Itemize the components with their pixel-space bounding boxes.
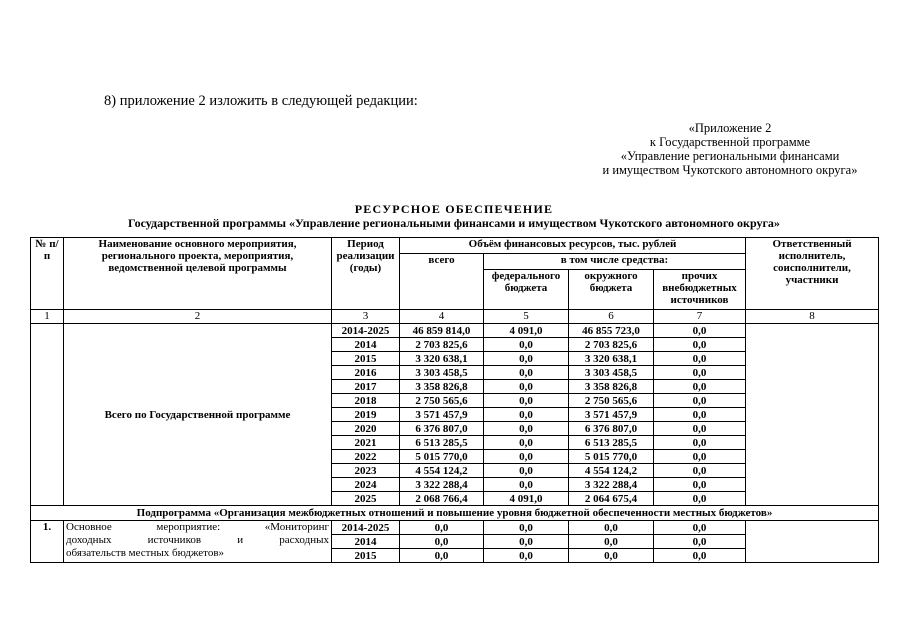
period-cell: 2025 [332, 492, 400, 506]
total-cell: 3 320 638,1 [400, 352, 484, 366]
total-cell: 6 376 807,0 [400, 422, 484, 436]
period-cell: 2020 [332, 422, 400, 436]
column-number: 5 [484, 310, 569, 324]
total-cell: 6 513 285,5 [400, 436, 484, 450]
period-cell: 2017 [332, 380, 400, 394]
header-responsible: Ответственный исполнитель, соисполнители, участники [746, 238, 879, 310]
other-cell: 0,0 [654, 450, 746, 464]
other-cell: 0,0 [654, 436, 746, 450]
other-cell: 0,0 [654, 324, 746, 338]
period-cell: 2021 [332, 436, 400, 450]
other-cell: 0,0 [654, 352, 746, 366]
federal-cell: 0,0 [484, 394, 569, 408]
federal-cell: 0,0 [484, 450, 569, 464]
period-cell: 2024 [332, 478, 400, 492]
other-cell: 0,0 [654, 338, 746, 352]
column-number: 7 [654, 310, 746, 324]
other-cell: 0,0 [654, 408, 746, 422]
responsible-cell [746, 521, 879, 563]
appendix-line: к Государственной программе [649, 135, 811, 149]
total-cell: 2 703 825,6 [400, 338, 484, 352]
district-cell: 0,0 [569, 549, 654, 563]
other-cell: 0,0 [654, 478, 746, 492]
federal-cell: 0,0 [484, 549, 569, 563]
district-cell: 3 320 638,1 [569, 352, 654, 366]
document-title: РЕСУРСНОЕ ОБЕСПЕЧЕНИЕ [354, 202, 554, 216]
column-number: 2 [64, 310, 332, 324]
federal-cell: 0,0 [484, 422, 569, 436]
total-cell: 3 322 288,4 [400, 478, 484, 492]
period-cell: 2022 [332, 450, 400, 464]
total-cell: 3 358 826,8 [400, 380, 484, 394]
appendix-line: «Приложение 2 [688, 121, 772, 135]
period-cell: 2014 [332, 338, 400, 352]
federal-cell: 0,0 [484, 478, 569, 492]
period-cell: 2023 [332, 464, 400, 478]
document-subtitle: Государственной программы «Управление региональными финансами и имуществом Чукотского автономного округа» [128, 216, 780, 230]
period-cell: 2018 [332, 394, 400, 408]
intro-text: 8) приложение 2 изложить в следующей редакции: [104, 93, 418, 109]
other-cell: 0,0 [654, 521, 746, 535]
resource-table [30, 237, 879, 563]
activity-name [64, 521, 332, 563]
district-cell: 3 322 288,4 [569, 478, 654, 492]
other-cell: 0,0 [654, 492, 746, 506]
column-number: 3 [332, 310, 400, 324]
period-cell: 2014 [332, 535, 400, 549]
district-cell: 3 358 826,8 [569, 380, 654, 394]
total-cell: 0,0 [400, 549, 484, 563]
federal-cell: 0,0 [484, 380, 569, 394]
column-number: 4 [400, 310, 484, 324]
other-cell: 0,0 [654, 549, 746, 563]
district-cell: 2 750 565,6 [569, 394, 654, 408]
column-number: 8 [746, 310, 879, 324]
header-district: окружного бюджета [569, 270, 654, 310]
header-num: № п/п [31, 238, 64, 310]
header-period: Период реализации (годы) [332, 238, 400, 310]
district-cell: 5 015 770,0 [569, 450, 654, 464]
total-cell: 4 554 124,2 [400, 464, 484, 478]
total-label: Всего по Государственной программе [64, 324, 332, 506]
period-cell: 2014-2025 [332, 521, 400, 535]
other-cell: 0,0 [654, 394, 746, 408]
period-cell: 2019 [332, 408, 400, 422]
federal-cell: 0,0 [484, 408, 569, 422]
district-cell: 2 064 675,4 [569, 492, 654, 506]
federal-cell: 4 091,0 [484, 492, 569, 506]
header-other: прочих внебюджетных источников [654, 270, 746, 310]
federal-cell: 0,0 [484, 338, 569, 352]
other-cell: 0,0 [654, 380, 746, 394]
appendix-line: и имуществом Чукотского автономного округа» [602, 163, 858, 177]
period-cell: 2014-2025 [332, 324, 400, 338]
district-cell: 6 376 807,0 [569, 422, 654, 436]
total-cell: 5 015 770,0 [400, 450, 484, 464]
total-cell: 3 303 458,5 [400, 366, 484, 380]
activity-name-line: Основное мероприятие: «Мониторинг [66, 521, 329, 533]
responsible-cell [746, 324, 879, 506]
column-number: 1 [31, 310, 64, 324]
activity-name-line: обязательств местных бюджетов» [66, 547, 225, 559]
total-num-cell [31, 324, 64, 506]
district-cell: 3 571 457,9 [569, 408, 654, 422]
header-total: всего [400, 254, 484, 310]
other-cell: 0,0 [654, 535, 746, 549]
federal-cell: 0,0 [484, 436, 569, 450]
district-cell: 4 554 124,2 [569, 464, 654, 478]
subprogram-row [31, 506, 879, 521]
district-cell: 46 855 723,0 [569, 324, 654, 338]
period-cell: 2015 [332, 549, 400, 563]
federal-cell: 0,0 [484, 366, 569, 380]
district-cell: 0,0 [569, 521, 654, 535]
other-cell: 0,0 [654, 422, 746, 436]
total-cell: 2 750 565,6 [400, 394, 484, 408]
column-number: 6 [569, 310, 654, 324]
activity-name-line: доходных источников и расходных [66, 534, 329, 546]
activity-num: 1. [31, 521, 64, 563]
federal-cell: 0,0 [484, 535, 569, 549]
other-cell: 0,0 [654, 366, 746, 380]
federal-cell: 0,0 [484, 352, 569, 366]
header-name: Наименование основного мероприятия, регионального проекта, мероприятия, ведомственной целевой программы [64, 238, 332, 310]
header-volume: Объём финансовых ресурсов, тыс. рублей [400, 238, 746, 254]
subprogram-title: Подпрограмма «Организация межбюджетных отношений и повышение уровня бюджетной обеспеченности местных бюджетов» [31, 506, 879, 521]
other-cell: 0,0 [654, 464, 746, 478]
district-cell: 2 703 825,6 [569, 338, 654, 352]
federal-cell: 0,0 [484, 464, 569, 478]
appendix-note [580, 121, 880, 177]
district-cell: 3 303 458,5 [569, 366, 654, 380]
federal-cell: 0,0 [484, 521, 569, 535]
header-federal: федерального бюджета [484, 270, 569, 310]
total-cell: 0,0 [400, 521, 484, 535]
appendix-line: «Управление региональными финансами [620, 149, 840, 163]
total-cell: 46 859 814,0 [400, 324, 484, 338]
federal-cell: 4 091,0 [484, 324, 569, 338]
header-including: в том числе средства: [484, 254, 746, 270]
total-cell: 0,0 [400, 535, 484, 549]
period-cell: 2015 [332, 352, 400, 366]
table-row [31, 521, 879, 535]
total-cell: 2 068 766,4 [400, 492, 484, 506]
total-cell: 3 571 457,9 [400, 408, 484, 422]
period-cell: 2016 [332, 366, 400, 380]
district-cell: 0,0 [569, 535, 654, 549]
district-cell: 6 513 285,5 [569, 436, 654, 450]
table-row [31, 324, 879, 338]
